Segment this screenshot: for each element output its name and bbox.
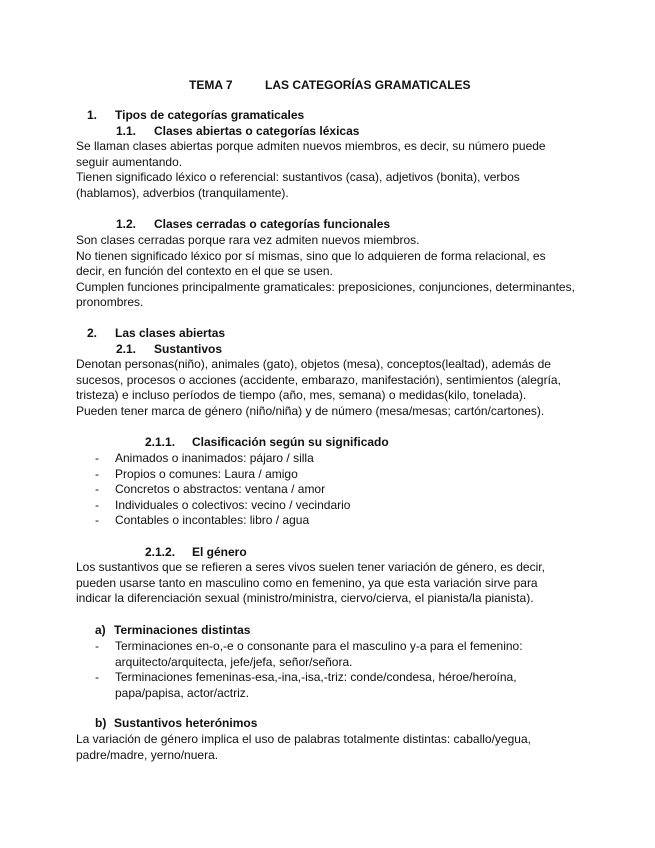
list-item: - Propios o comunes: Laura / amigo: [95, 466, 298, 481]
paragraph: Tienen significado léxico o referencial: sustantivos (casa), adjetivos (bonita), verbos (hablamos), adverbios (tranquilamente).: [76, 170, 520, 200]
section-title: Sustantivos heterónimos: [114, 716, 258, 730]
list-item: - Contables o incontables: libro / agua: [95, 513, 310, 528]
section-number: 1.2.: [116, 217, 137, 231]
section-title: Tipos de categorías gramaticales: [115, 108, 305, 122]
terminations-list: [95, 639, 575, 701]
section-number: a): [95, 623, 106, 637]
paragraph: Pueden tener marca de género (niño/niña) y de número (mesa/mesas; cartón/cartones).: [76, 403, 545, 418]
section-title: Clases abiertas o categorías léxicas: [154, 124, 360, 138]
section-number: 1.: [87, 108, 98, 122]
paragraph: No tienen significado léxico por sí mismas, sino que lo adquieren de forma relacional, es decir, en función del contexto en el que se usen.: [76, 248, 546, 279]
list-item: - Animados o inanimados: pájaro / silla: [95, 451, 314, 465]
classification-list: [95, 451, 575, 529]
section-title: El género: [192, 545, 247, 559]
section-title: Las clases abiertas: [115, 326, 226, 340]
title-number: TEMA 7: [189, 78, 233, 92]
list-item: - Individuales o colectivos: vecino / vecindario: [95, 497, 351, 512]
section-number: 2.1.1.: [145, 435, 176, 449]
section-2-1-body: [76, 357, 576, 419]
subsection-b-body: [76, 732, 576, 763]
section-number: 1.1.: [116, 124, 137, 138]
section-1-1-body: [76, 139, 576, 201]
list-item-text: Propios o comunes: Laura / amigo: [115, 466, 298, 481]
list-item: - Terminaciones en-o,-e o consonante para el masculino y-a para el femenino: arquitecto/arquitecta, jefe/jefa, señor/señora.: [95, 639, 523, 669]
list-item-text: Contables o incontables: libro / agua: [115, 513, 310, 528]
section-title: Clasificación según su significado: [192, 435, 389, 449]
list-item: - Concretos o abstractos: ventana / amor: [95, 482, 326, 497]
section-number: b): [95, 716, 107, 730]
section-1-2-body: [76, 233, 576, 311]
section-title: Sustantivos: [154, 342, 223, 356]
list-item-text: Individuales o colectivos: vecino / vecindario: [115, 497, 351, 512]
paragraph: Se llaman clases abiertas porque admiten nuevos miembros, es decir, su número puede seguir aumentando.: [76, 139, 546, 169]
section-number: 2.1.: [116, 342, 137, 356]
section-title: Terminaciones distintas: [114, 623, 251, 637]
section-number: 2.1.2.: [145, 545, 176, 559]
list-item-text: Terminaciones femeninas-esa,-ina,-isa,-triz: conde/condesa, héroe/heroína, papa/papisa, actor/actriz.: [115, 670, 517, 700]
section-title: Clases cerradas o categorías funcionales: [154, 217, 391, 231]
paragraph: Son clases cerradas porque rara vez admiten nuevos miembros.: [76, 233, 420, 247]
list-item-text: Concretos o abstractos: ventana / amor: [115, 482, 326, 497]
paragraph: La variación de género implica el uso de palabras totalmente distintas: caballo/yegua, padre/madre, yerno/nuera.: [76, 732, 531, 762]
section-number: 2.: [87, 326, 98, 340]
list-item: - Terminaciones femeninas-esa,-ina,-isa,-triz: conde/condesa, héroe/heroína, papa/papisa, actor/actriz.: [95, 670, 517, 700]
title-text: LAS CATEGORÍAS GRAMATICALES: [265, 78, 471, 92]
paragraph: Los sustantivos que se refieren a seres vivos suelen tener variación de género, es decir, pueden usarse tanto en masculino como en femenino, ya que esta variación sirve para indicar la diferenciación sexual (ministro/ministra, ciervo/cierva, el pianista/la pianista).: [76, 560, 545, 606]
list-item-text: Terminaciones en-o,-e o consonante para el masculino y-a para el femenino: arquitecto/arquitecta, jefe/jefa, señor/señora.: [115, 639, 523, 669]
paragraph: Denotan personas(niño), animales (gato), objetos (mesa), conceptos(lealtad), además de sucesos, procesos o acciones (accidente, embarazo, manifestación), sentimientos (alegría, tristeza) e incluso períodos de tiempo (año, mes, semana) o medidas(kilo, tonelada).: [76, 357, 561, 403]
list-item-text: Animados o inanimados: pájaro / silla: [115, 451, 314, 465]
section-2-1-2-body: [76, 560, 576, 607]
paragraph: Cumplen funciones principalmente gramaticales: preposiciones, conjunciones, determinantes, pronombres.: [76, 279, 575, 310]
